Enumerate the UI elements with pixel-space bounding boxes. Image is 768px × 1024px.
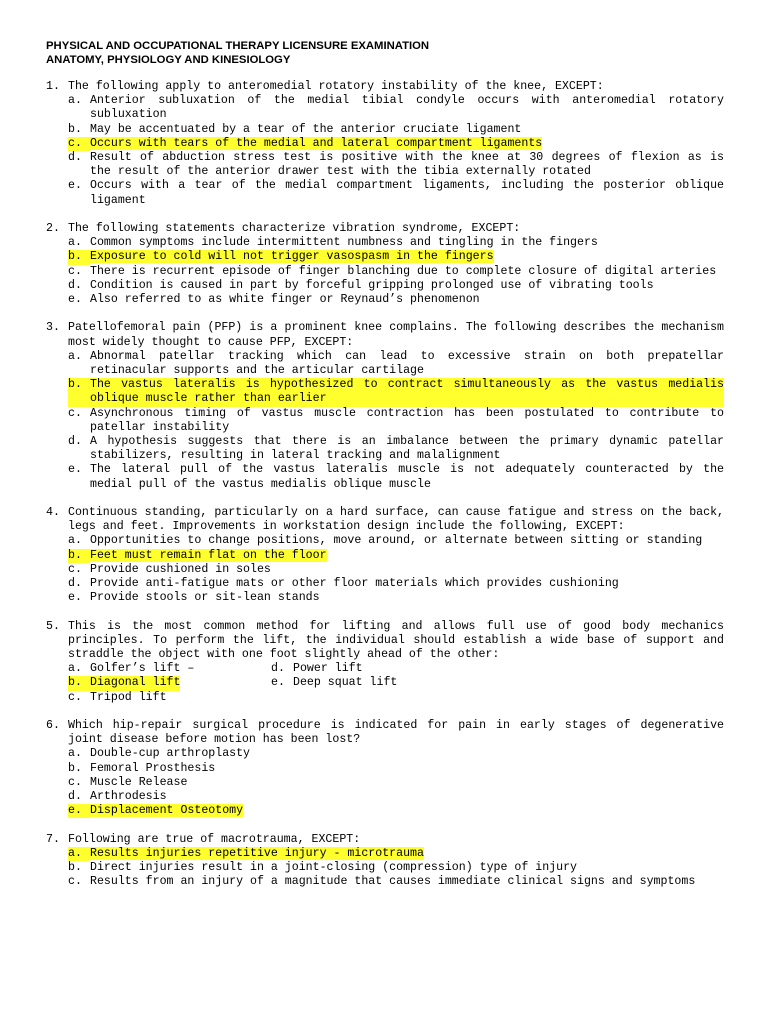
option-4d: d. Provide anti-fatigue mats or other floor materials which provides cushioning (68, 577, 619, 591)
question-1 (46, 80, 724, 208)
question-number: 6. (46, 719, 60, 733)
document-header (46, 40, 724, 67)
option-6c: c. Muscle Release (68, 775, 188, 789)
option-3b-highlighted-answer: b. The vastus lateralis is hypothesized to contract simultaneously as the vastus medialis oblique muscle rather than earlier (68, 378, 724, 406)
question-list (46, 80, 724, 889)
question-stem: Which hip-repair surgical procedure is indicated for pain in early stages of degenerative joint disease before motion has been lost? (68, 719, 724, 747)
option-7c: c. Results from an injury of a magnitude that causes immediate clinical signs and symptoms (68, 875, 696, 889)
option-4a: a. Opportunities to change positions, move around, or alternate between sitting or standing (68, 534, 703, 548)
option-2a: a. Common symptoms include intermittent numbness and tingling in the fingers (68, 236, 598, 250)
option-6e-highlighted-answer: e. Displacement Osteotomy (68, 804, 244, 818)
option-2d: d. Condition is caused in part by forceful gripping prolonged use of vibrating tools (68, 278, 654, 292)
question-stem: The following statements characterize vibration syndrome, EXCEPT: (68, 222, 521, 236)
question-2 (46, 222, 724, 307)
question-stem: Continuous standing, particularly on a hard surface, can cause fatigue and stress on the back, legs and feet. Improvements in workstation design include the following, EXCEPT: (68, 506, 724, 534)
option-5e: e. Deep squat lift (271, 676, 398, 690)
question-3 (46, 321, 724, 491)
exam-subtitle: ANATOMY, PHYSIOLOGY AND KINESIOLOGY (46, 53, 291, 66)
option-1b: b. May be accentuated by a tear of the anterior cruciate ligament (68, 122, 522, 136)
option-1e: e. Occurs with a tear of the medial compartment ligaments, including the posterior oblique ligament (68, 179, 724, 207)
question-number: 5. (46, 619, 60, 633)
option-6b: b. Femoral Prosthesis (68, 761, 216, 775)
question-5 (46, 620, 724, 705)
option-5a: a. Golfer’s lift – (68, 662, 195, 676)
option-3c: c. Asynchronous timing of vastus muscle contraction has been postulated to contribute to patellar instability (68, 406, 724, 434)
option-5c: c. Tripod lift (68, 690, 167, 704)
question-number: 1. (46, 80, 60, 93)
option-4e: e. Provide stools or sit-lean stands (68, 591, 320, 605)
question-stem: This is the most common method for lifting and allows full use of good body mechanics principles. To perform the lift, the individual should establish a wide base of support and straddle the object with one foot slightly ahead of the other: (68, 619, 724, 662)
option-5d: d. Power lift (271, 662, 363, 676)
document-page (46, 40, 724, 904)
option-3e: e. The lateral pull of the vastus lateralis muscle is not adequately counteracted by the medial pull of the vastus medialis oblique muscle (68, 463, 724, 491)
question-stem: Following are true of macrotrauma, EXCEPT: (68, 832, 361, 846)
option-3d: d. A hypothesis suggests that there is an imbalance between the primary dynamic patellar stabilizers, resulting in lateral tracking and malalignment (68, 435, 724, 463)
question-4 (46, 506, 724, 605)
question-number: 2. (46, 222, 60, 236)
option-3a: a. Abnormal patellar tracking which can lead to excessive strain on both prepatellar retinacular supports and the articular cartilage (68, 349, 724, 378)
option-2e: e. Also referred to as white finger or Reynaud’s phenomenon (68, 293, 480, 307)
question-stem: The following apply to anteromedial rotatory instability of the knee, EXCEPT: (68, 80, 604, 93)
question-number: 4. (46, 506, 60, 520)
option-4c: c. Provide cushioned in soles (68, 562, 271, 576)
option-4b-highlighted-answer: b. Feet must remain flat on the floor (68, 548, 327, 562)
exam-title: PHYSICAL AND OCCUPATIONAL THERAPY LICENSURE EXAMINATION (46, 40, 430, 52)
option-7b: b. Direct injuries result in a joint-closing (compression) type of injury (68, 861, 578, 875)
option-6d: d. Arthrodesis (68, 790, 167, 804)
option-5b-highlighted-answer: b. Diagonal lift (68, 676, 181, 690)
option-1a: a. Anterior subluxation of the medial tibial condyle occurs with anteromedial rotatory subluxation (68, 94, 724, 122)
question-6 (46, 719, 724, 818)
option-7a-highlighted-answer: a. Results injuries repetitive injury - microtrauma (68, 846, 424, 860)
option-1d: d. Result of abduction stress test is positive with the knee at 30 degrees of flexion as is the result of the anterior drawer test with the tibia externally rotated (68, 151, 724, 179)
question-number: 3. (46, 321, 60, 335)
question-number: 7. (46, 832, 60, 846)
option-2c: c. There is recurrent episode of finger blanching due to complete closure of digital arteries (68, 264, 717, 278)
option-6a: a. Double-cup arthroplasty (68, 747, 251, 761)
question-7 (46, 833, 724, 890)
question-stem: Patellofemoral pain (PFP) is a prominent knee complains. The following describes the mechanism most widely thought to cause PFP, EXCEPT: (68, 321, 724, 349)
option-1c-highlighted-answer: c. Occurs with tears of the medial and lateral compartment ligaments (68, 136, 543, 150)
option-2b-highlighted-answer: b. Exposure to cold will not trigger vasospasm in the fingers (68, 250, 494, 264)
